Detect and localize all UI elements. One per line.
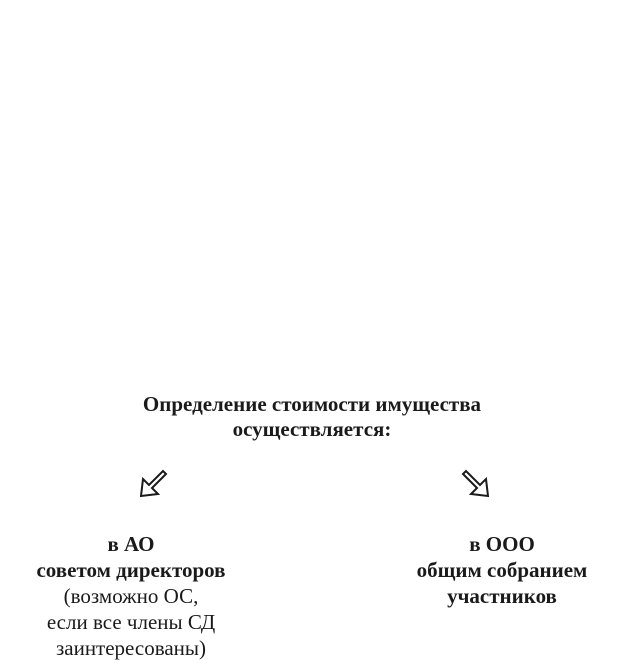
left-branch-note-3: заинтересованы)	[55, 636, 207, 660]
left-branch-note-2: если все члены СД	[46, 610, 216, 634]
left-branch-ao	[0, 531, 262, 661]
left-branch-note-1: (возможно ОС,	[63, 584, 199, 608]
right-branch-heading: в ООО	[469, 532, 535, 556]
arrow-left-shape	[141, 471, 166, 496]
right-branch-subject-2: участников	[447, 584, 557, 608]
left-branch-subject: советом директоров	[36, 558, 226, 582]
hollow-arrow-down-left-icon	[138, 465, 172, 499]
title-line-1: Определение стоимости имущества	[142, 392, 482, 416]
arrow-right-shape	[463, 471, 488, 496]
left-branch-heading: в АО	[107, 532, 155, 556]
diagram-title	[0, 392, 624, 442]
right-branch-subject-1: общим собранием	[416, 558, 588, 582]
title-line-2: осуществляется:	[232, 417, 392, 441]
right-branch-ooo	[392, 531, 612, 609]
hollow-arrow-down-right-icon	[457, 465, 491, 499]
